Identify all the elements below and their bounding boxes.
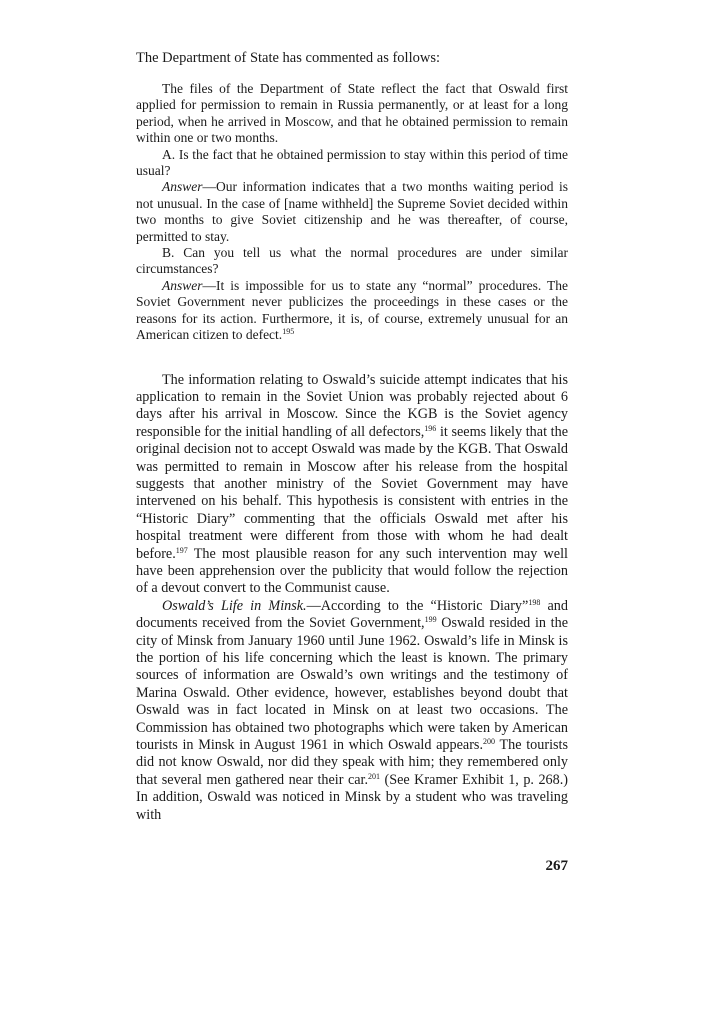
document-page xyxy=(136,50,568,824)
quote-paragraph: The files of the Department of State reflect the fact that Oswald first applied for permission to remain in Russia permanently, or at least for a long period, when he arrived in Moscow, and that he obtained permission to remain within one or two months. xyxy=(136,81,568,146)
paragraph-text: —According to the “Historic Diary” xyxy=(306,597,529,614)
paragraph-text: The tourists did not know Oswald, nor did they speak with him; they remembered only that several men gathered near their car. xyxy=(136,737,568,788)
paragraph-text: Oswald resided in the city of Minsk from January 1960 until June 1962. Oswald’s life in Minsk is the portion of his life concerning which the least is known. The primary sources of information are Oswald’s own writings and the testimony of Marina Oswald. Other evidence, however, establishes beyond doubt that Oswald was in fact located in Minsk on at least two occasions. The Commission has obtained two photographs which were taken by American tourists in Minsk in August 1961 in which Oswald appears. xyxy=(136,615,568,754)
answer-a xyxy=(136,179,568,245)
answer-a-text: —Our information indicates that a two months waiting period is not unusual. In the case of [name withheld] the Supreme Soviet decided within two months to give Soviet citizenship and he was thereafter, of course, permitted to stay. xyxy=(136,179,568,244)
answer-a-label: Answer xyxy=(162,179,203,195)
state-department-quote xyxy=(136,81,568,344)
footnote-ref: 199 xyxy=(424,615,437,625)
question-a-text: Is the fact that he obtained permission to stay within this period of time usual? xyxy=(136,146,569,179)
question-b xyxy=(136,245,568,278)
footnote-ref: 197 xyxy=(175,545,188,555)
body-text xyxy=(136,372,568,825)
answer-b-label: Answer xyxy=(162,277,203,293)
paragraph-text: (See Kramer Exhibit 1, p. 268.) In addition, Oswald was noticed in Minsk by a student who was traveling with xyxy=(136,771,568,823)
paragraph-text: The information relating to Oswald’s suicide attempt indicates that his application to remain in the Soviet Union was probably rejected about 6 days after his arrival in Moscow. Since the KGB is the Soviet agency responsible for the initial handling of all defectors, xyxy=(136,371,568,440)
footnote-ref: 195 xyxy=(282,327,295,337)
section-heading: Oswald’s Life in Minsk. xyxy=(162,597,307,614)
footnote-ref: 200 xyxy=(483,737,495,747)
intro-line: The Department of State has commented as follows: xyxy=(136,50,441,66)
footnote-ref: 196 xyxy=(424,423,437,433)
page-number: 267 xyxy=(545,858,568,874)
paragraph-suicide-attempt xyxy=(136,372,568,598)
answer-b xyxy=(136,278,568,344)
paragraph-text: The most plausible reason for any such intervention may well have been apprehension over the publicity that would follow the rejection of a devout convert to the Communist cause. xyxy=(136,545,568,597)
question-a-label: A. xyxy=(162,146,176,162)
question-a xyxy=(136,147,568,180)
question-b-text: Can you tell us what the normal procedures are under similar circumstances? xyxy=(136,245,568,277)
footnote-ref: 198 xyxy=(528,597,541,607)
paragraph-text: it seems likely that the original decision not to accept Oswald was made by the KGB. That Oswald was permitted to remain in Moscow after his release from the hospital suggests that another ministry of the Soviet Government may have intervened on his behalf. This hypothesis is consistent with entries in the “Historic Diary” commenting that the officials Oswald met after his hospital treatment were different from those with whom he had dealt before. xyxy=(136,423,568,562)
paragraph-text: and documents received from the Soviet Government, xyxy=(136,597,568,632)
answer-b-text: —It is impossible for us to state any “normal” procedures. The Soviet Government never publicizes the proceedings in these cases or the reasons for its action. Furthermore, it is, of course, extremely unusual for an American citizen to defect. xyxy=(136,277,568,343)
question-b-label: B. xyxy=(162,245,175,261)
footnote-ref: 201 xyxy=(368,771,381,781)
paragraph-life-in-minsk xyxy=(136,598,568,824)
